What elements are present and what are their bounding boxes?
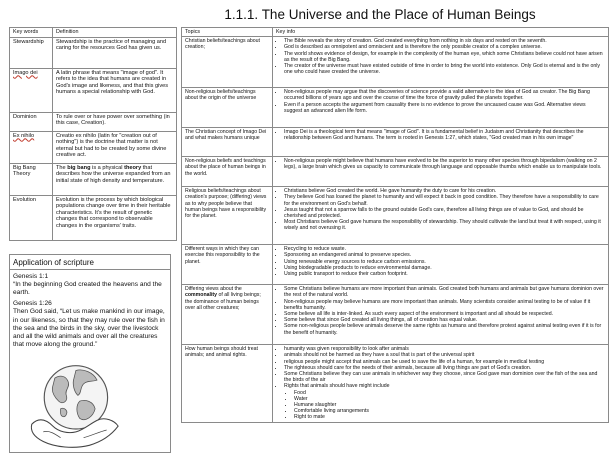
key-info-cell [273,128,609,157]
key-info-item: • Non-religious people might believe that humans have evolved to be the superior to many other species through bipedalism (walking on 2 legs), a large brain which gives us capacity to communicate through language and opposable thumbs which enable us to manipulate tools. [284,158,605,170]
key-word-definition: Creatio ex nihilo (latin for "creation out of nothing") is the doctrine that matter is not eternal but had to be created by some divine creative act. [53,131,177,163]
key-word-row [10,195,177,240]
topic-row [182,128,609,157]
key-word: Stewardship [10,37,53,68]
key-words-header: Key words [10,28,53,38]
definition-text: that describes how the universe expanded from an initial state of high density and temperature. [56,164,171,184]
key-info-item: • The Bible reveals the story of creation. God created everything from nothing in six days and rested on the seventh. [284,38,605,44]
definition-header: Definition [53,28,177,38]
key-word-definition: Stewardship is the practice of managing and caring for the resources God has given us. [53,37,177,68]
key-info-item: • The creator of the universe must have existed outside of time in order to bring the world into existence. Only God is eternal and is the only one who could have created the universe. [284,63,605,75]
key-word-definition: A latin phrase that means "image of god". It refers to the idea that humans are created in God's image and likeness, and that this gives humans a special relationship with God. [53,68,177,112]
key-info-item: • Recycling to reduce waste. [284,246,605,252]
key-info-cell [273,345,609,422]
topic-row [182,37,609,88]
key-info-item: • They believe God has loaned the planet to humanity and will expect it back in good condition. They therefore have a responsibility to care for the environment on God's behalf. [284,194,605,206]
key-info-item: • The righteous should care for the needs of their animals, because all living things are part of God's creation. [284,365,605,371]
key-word: Evolution [10,195,53,240]
definition-bold-text: big bang [67,164,91,171]
key-info-subitem: • Water [294,396,605,402]
key-info-cell [273,88,609,128]
key-words-header-row [10,28,177,38]
key-info-cell [273,157,609,187]
key-info-subitem: • Comfortable living arrangements [294,408,605,414]
key-info-item: • Jesus taught that not a sparrow falls to the ground outside God's care, therefore all living things are of value to God, and should be cherished and protected. [284,207,605,219]
key-word: Dominion [10,112,53,131]
key-info-item: • humanity was given responsibility to look after animals [284,346,605,352]
key-word-row [10,131,177,163]
key-word: Ex nihilo [13,132,35,139]
topic-cell: Non-religious beliefs/teachings about the origin of the universe [182,88,273,128]
key-word-row [10,37,177,68]
key-info-cell [273,285,609,345]
key-info-item [284,383,605,420]
key-word: Imago dei [13,69,38,76]
scripture-reference: Genesis 1:1 [13,273,49,280]
key-info-item: • animals should not be harmed as they have a soul that is part of the universal spirit [284,352,605,358]
key-word-definition: Evolution is the process by which biological populations change over time in their heritable characteristics. It's the result of genetic changes that correspond to observable changes in the organisms' traits. [53,195,177,240]
key-info-cell [273,37,609,88]
topic-cell: How human beings should treat animals; and animal rights. [182,345,273,422]
key-info-subitem: • Right to mate [294,414,605,420]
definition-text: is a physical [90,164,125,171]
key-info-item: • Non-religious people may believe humans are more important than animals. Many scientists consider animal testing to be of value if it benefits humanity. [284,299,605,311]
key-info-text: Rights that animals should have might include [284,383,390,390]
topic-cell: Non-religious beliefs and teachings about the place of human beings in the world. [182,157,273,187]
scripture-text: “In the beginning God created the heavens and the earth. [13,281,162,297]
scripture-reference: Genesis 1:26 [13,300,52,308]
key-word-definition [53,163,177,195]
key-info-item: • God is described as omnipotent and omniscient and is therefore the only possible creator of a complex universe. [284,44,605,50]
topic-row [182,345,609,422]
key-info-item: • Some believe that since God created all living things, all of creation has equal value. [284,317,605,323]
topic-row [182,187,609,245]
key-word-row [10,68,177,112]
topic-row [182,285,609,345]
key-info-item: • Using biodegradable products to reduce environmental damage. [284,265,605,271]
key-info-item: • Some Christians believe humans are more important than animals. God created both humans and animals but gave humans dominion over the rest of the natural world. [284,286,605,298]
key-info-item: • religious people might accept that animals can be used to save the life of a human, for example in medical testing [284,359,605,365]
key-info-item: • Sponsoring an endangered animal to preserve species. [284,252,605,258]
key-info-subitem: • Food [294,390,605,396]
key-word-row [10,112,177,131]
key-info-item: • Imago Dei is a theological term that means "image of God". It is a fundamental belief in Judaism and Christianity that describes the relationship between God and humans. The term is rooted in Genesis 1:27, which states, "God created man in his own image" [284,129,605,141]
topic-row [182,157,609,187]
key-info-item: • Most Christians believe God gave humans the responsibility of stewardship. They should cultivate the land but treat it with respect, using it wisely and not overusing it. [284,219,605,231]
topic-text: of all living beings; the dominance of human beings over all other creatures; [185,292,261,311]
topic-bold-text: commonality [185,292,217,299]
topic-cell [182,285,273,345]
definition-bold-text: theory [124,164,142,171]
key-info-item: • Even if a person accepts the argument from causality there is no evidence to prove the uncaused cause was God. Alternative views suggest an advanced alien life form. [284,102,605,114]
key-info-item: • Non-religious people may argue that the discoveries of science provide a valid alternative to the idea of God as creator. The Big Bang occurred billions of years ago and over the course of time the force of gravity pulled the planets together. [284,89,605,101]
key-info-item: • Some Christians believe they can use animals in whichever way they choose, since God gave man dominion over the fish of the sea and the birds of the air [284,371,605,383]
topics-header: Topics [182,28,273,37]
key-info-item: • Christians believe God created the world. He gave humanity the duty to care for his creation. [284,188,605,194]
key-info-cell [273,245,609,285]
topic-cell: Christian beliefs/teachings about creation; [182,37,273,88]
key-word: Big Bang Theory [10,163,53,195]
key-info-item: • Using public transport to reduce their carbon footprint. [284,271,605,277]
scripture-heading: Application of scripture [10,255,170,270]
topic-cell: Religious beliefs/teachings about creation's purpose; (differing) views as to why people believe that human beings have a responsibility for the planet. [182,187,273,245]
key-info-cell [273,187,609,245]
topic-cell: Different ways in which they can exercise this responsibility to the planet. [182,245,273,285]
scripture-text: Then God said, “Let us make mankind in our image, in our likeness, so that they may rule over the fish in the sea and the birds in the sky, over the livestock and all the wild animals and over all the creatures that move along the ground.” [13,308,165,349]
topic-cell: The Christian concept of Imago Dei and what makes humans unique [182,128,273,157]
key-info-item: • The world shows evidence of design, for example in the complexity of the human eye, which some Christians believe could not have arisen as the result of the Big Bang. [284,51,605,63]
topic-row [182,245,609,285]
key-info-header: Key info [273,28,609,37]
topics-table [181,27,609,423]
topic-row [182,88,609,128]
key-info-item: • Some believe all life is inter-linked. As such every aspect of the environment is important and all should be respected. [284,311,605,317]
definition-text: The [56,164,68,171]
globe-in-hands-illustration [26,356,122,454]
topic-text: Differing views about the [185,286,242,293]
key-info-item: • Some non-religious people believe animals deserve the same rights as humans and therefore protest against animal testing even if it is for the benefit of humanity. [284,323,605,335]
topics-header-row [182,28,609,37]
key-word-definition: To rule over or have power over something (in this case, Creation). [53,112,177,131]
key-info-item: • Using renewable energy sources to reduce carbon emissions. [284,259,605,265]
key-word-row [10,163,177,195]
page-title: 1.1.1. The Universe and the Place of Human Beings [224,7,536,22]
key-words-table [9,27,177,241]
key-info-subitem: • Humane slaughter [294,402,605,408]
